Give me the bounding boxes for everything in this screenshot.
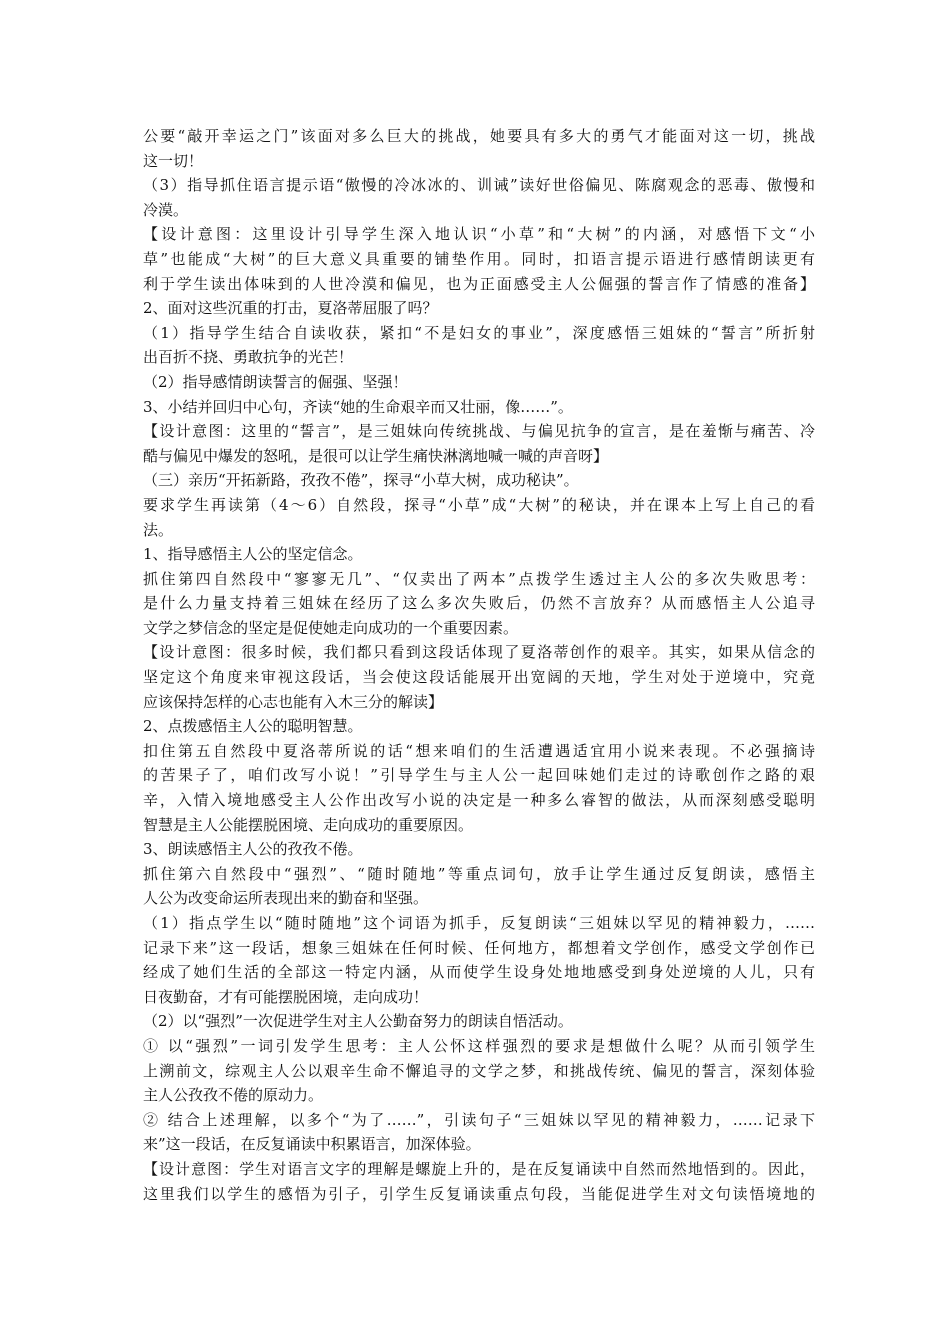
text-line: 2、点拨感悟主人公的聪明智慧。 [143,717,363,736]
text-line: 日夜勤奋，才有可能摆脱困境，走向成功！ [143,987,429,1006]
text-line: 2、面对这些沉重的打击，夏洛蒂屈服了吗？ [143,299,438,318]
text-line: 是什么力量支持着三姐妹在经历了这么多次失败后，仍然不言放弃？从而感悟主人公追寻 [143,594,815,613]
text-line: 利于学生读出体味到的人世冷漠和偏见，也为正面感受主人公倔强的誓言作了情感的准备】 [143,274,815,293]
text-line: 抓住第六自然段中“强烈”、“随时随地”等重点词句，放手让学生通过反复朗读，感悟主 [143,864,815,883]
text-line: 主人公孜孜不倦的原动力。 [143,1086,324,1105]
text-line: （1）指点学生以“随时随地”这个词语为抓手，反复朗读“三姐妹以罕见的精神毅力，…… [143,914,815,932]
text-line: （3）指导抓住语言提示语“傲慢的冷冰冰的、训诫”读好世俗偏见、陈腐观念的恶毒、傲慢和 [143,176,815,195]
text-line: 来”这一段话，在反复诵读中积累语言，加深体验。 [143,1135,481,1154]
text-line: 出百折不挠、勇敢抗争的光芒！ [143,348,354,367]
text-line: 【设计意图：这里设计引导学生深入地认识“小草”和“大树”的内涵，对感悟下文“小 [143,225,815,244]
text-line: （三）亲历“开拓新路，孜孜不倦”，探寻“小草大树，成功秘诀”。 [143,471,579,490]
text-line: 草”也能成“大树”的巨大意义具重要的铺垫作用。同时，扣语言提示语进行感情朗读更有 [143,249,815,268]
text-line: 3、小结并回归中心句，齐读“她的生命艰辛而又壮丽，像……”。 [143,397,573,416]
text-line: 1、指导感悟主人公的坚定信念。 [143,545,363,564]
text-line: 文学之梦信念的坚定是促使她走向成功的一个重要因素。 [143,618,519,637]
text-line: 应该保持怎样的心志也能有入木三分的解读】 [143,692,444,711]
text-line: ② 结合上述理解，以多个“为了……”，引读句子“三姐妹以罕见的精神毅力，……记录下 [143,1110,815,1129]
text-line: 上溯前文，综观主人公以艰辛生命不懈追寻的文学之梦，和挑战传统、偏见的誓言，深刻体验 [143,1061,815,1080]
text-line: 冷漠。 [143,200,189,219]
text-line: 【设计意图：学生对语言文字的理解是螺旋上升的，是在反复诵读中自然而然地悟到的。因此， [143,1159,815,1178]
text-line: 记录下来”这一段话，想象三姐妹在任何时候、任何地方，都想着文学创作，感受文学创作已 [143,938,815,957]
text-line: 这里我们以学生的感悟为引子，引学生反复诵读重点句段，当能促进学生对文句读悟境地的 [143,1184,815,1203]
text-line: 经成了她们生活的全部这一特定内涵，从而使学生设身处地地感受到身处逆境的人儿，只有 [143,963,815,982]
text-line: 的苦果子了，咱们改写小说！”引导学生与主人公一起回味她们走过的诗歌创作之路的艰 [143,766,815,785]
document-page [143,124,815,1206]
text-line: （2）以“强烈”一次促进学生对主人公勤奋努力的朗读自悟活动。 [143,1012,573,1031]
text-line: 坚定这个角度来审视这段话，当会使这段话能展开出宽阔的天地，学生对处于逆境中，究竟 [143,668,815,687]
text-line: 酷与偏见中爆发的怒吼，是很可以让学生痛快淋漓地喊一喊的声音呀】 [143,446,609,465]
text-line: 【设计意图：这里的“誓言”，是三姐妹向传统挑战、与偏见抗争的宣言，是在羞惭与痛苦、冷 [143,422,815,441]
text-line: 抓住第四自然段中“寥寥无几”、“仅卖出了两本”点拨学生透过主人公的多次失败思考： [143,569,815,588]
text-line: 人公为改变命运所表现出来的勤奋和坚强。 [143,889,429,908]
text-line: 这一切！ [143,151,204,170]
text-line: ① 以“强烈”一词引发学生思考：主人公怀这样强烈的要求是想做什么呢？从而引领学生 [143,1036,815,1055]
text-line: 要求学生再读第（4～6）自然段，探寻“小草”成“大树”的秘诀，并在课本上写上自己的看 [143,495,815,514]
text-line: 扣住第五自然段中夏洛蒂所说的话“想来咱们的生活遭遇适宜用小说来表现。不必强摘诗 [143,741,815,760]
text-line: 智慧是主人公能摆脱困境、走向成功的重要原因。 [143,815,474,834]
text-line: （1）指导学生结合自读收获，紧扣“不是妇女的事业”，深度感悟三姐妹的“誓言”所折射 [143,323,815,342]
text-line: 辛，入情入境地感受主人公作出改写小说的决定是一种多么睿智的做法，从而深刻感受聪明 [143,791,815,810]
text-line: 法。 [143,520,174,539]
text-line: （2）指导感情朗读誓言的倔强、坚强！ [143,372,408,391]
text-line: 3、朗读感悟主人公的孜孜不倦。 [143,840,363,859]
text-line: 【设计意图：很多时候，我们都只看到这段话体现了夏洛蒂创作的艰辛。其实，如果从信念的 [143,643,815,662]
text-line: 公要“敲开幸运之门”该面对多么巨大的挑战，她要具有多大的勇气才能面对这一切，挑战 [143,127,815,145]
